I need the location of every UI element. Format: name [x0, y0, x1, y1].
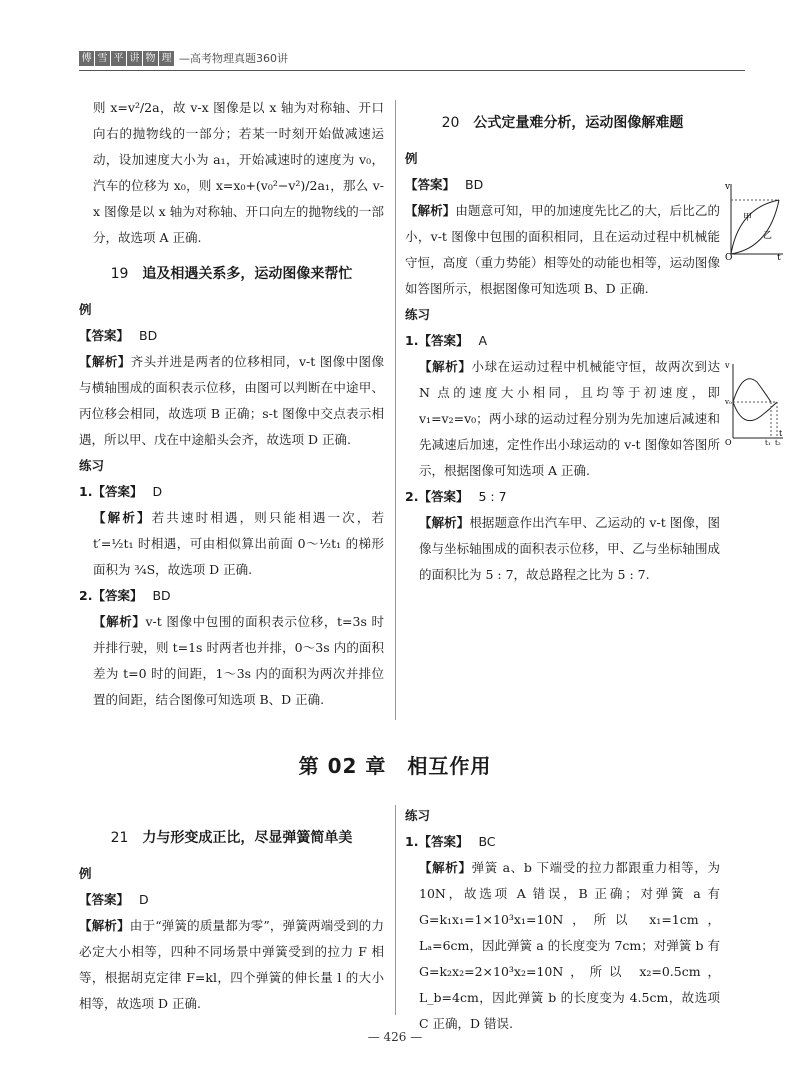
answer-line — [79, 323, 384, 349]
origin-label: O — [725, 253, 733, 260]
analysis-label: 【解析】 — [405, 203, 456, 218]
answer-line — [405, 829, 720, 855]
answer-label: 2.【答案】 — [79, 588, 143, 603]
t1-label: t₁ — [765, 439, 771, 445]
answer-label: 【答案】 — [79, 328, 130, 343]
analysis-label: 【解析】 — [419, 359, 472, 374]
v0-label: v₀ — [725, 398, 732, 406]
analysis-paragraph — [405, 510, 720, 588]
analysis-paragraph — [79, 505, 384, 583]
section-number: 21 — [110, 830, 129, 846]
analysis-text: 齐头并进是两者的位移相同，v-t 图像中图像与横轴围成的面积表示位移，由图可以判断在中途甲、丙位移会相同，故选项 B 正确；s-t 图像中交点表示相遇，所以甲、戊在中途船头会齐，故选项 D 正确. — [79, 354, 384, 447]
vt-graph-ball — [725, 360, 785, 445]
example-label: 例 — [79, 866, 92, 881]
answer-line — [79, 479, 384, 505]
brand-char: 理 — [159, 51, 174, 66]
book-subtitle: —高考物理真题360讲 — [179, 52, 288, 65]
analysis-label: 【解析】 — [419, 860, 472, 875]
answer-value: BC — [478, 834, 496, 849]
brand-char: 讲 — [127, 51, 142, 66]
continued-paragraph: 则 x=v²/2a，故 v-x 图像是以 x 轴为对称轴、开口向右的抛物线的一部分；若某一时刻开始做减速运动，设加速度大小为 a₁，开始减速时的速度为 v₀，汽车的位移为 x₀，则 x=x₀+(v₀²−v²)/2a₁，那么 v-x 图像是以 x 轴为对称轴、开口向左的抛物线的一部分，故选项 A 正确. — [93, 100, 384, 245]
answer-value: BD — [465, 177, 484, 192]
origin-label: O — [725, 438, 732, 445]
chapter-title: 第 02 章 相互作用 — [298, 754, 492, 778]
analysis-text: v-t 图像中包围的面积表示位移，t=3s 时并排行驶，则 t=1s 时两者也并排，0～3s 内的面积差为 t=0 时的间距，1～3s 内的面积为两次并排位置的间距，结合图像可知选项 B、D 正确. — [93, 614, 384, 707]
practice-label: 练习 — [405, 808, 431, 823]
practice-label: 练习 — [79, 458, 105, 473]
analysis-paragraph — [79, 349, 384, 453]
page-header — [0, 0, 790, 70]
analysis-paragraph — [405, 855, 720, 1037]
brand-logo — [79, 51, 175, 66]
section-title-text: 力与形变成正比，尽显弹簧简单美 — [142, 830, 353, 846]
vt-graph-jia-yi — [725, 180, 785, 260]
answer-label: 【答案】 — [79, 892, 130, 907]
brand-char: 傅 — [79, 51, 94, 66]
answer-label: 【答案】 — [405, 177, 456, 192]
answer-line — [79, 887, 384, 913]
answer-value: BD — [139, 328, 158, 343]
right-column-bottom — [405, 803, 720, 1037]
answer-line — [405, 328, 720, 354]
answer-value: A — [478, 333, 488, 348]
analysis-text: 若共速时相遇，则只能相遇一次，若 t′=½t₁ 时相遇，可由相似算出前面 0～½t₁ 的梯形面积为 ¾S，故选项 D 正确. — [93, 510, 384, 577]
section-21-title — [79, 825, 384, 851]
analysis-text: 弹簧 a、b 下端受的拉力都跟重力相等，为 10N，故选项 A 错误，B 正确；对弹簧 a 有 G=k₁x₁=1×10³x₁=10N，所以 x₁=1cm，Lₐ=6cm，因此弹簧 a 的长度变为 7cm；对弹簧 b 有 G=k₂x₂=2×10³x₂=10N，所以 x₂=0.5cm，L_b=4cm，因此弹簧 b 的长度变为 4.5cm，故选项 C 正确，D 错误. — [419, 860, 720, 1031]
answer-value: BD — [152, 588, 171, 603]
analysis-paragraph — [79, 913, 384, 1017]
analysis-text: 由于“弹簧的质量都为零”，弹簧两端受到的力必定大小相等，四种不同场景中弹簧受到的拉力 F 相等，根据胡克定律 F=kl，四个弹簧的伸长量 l 的大小相等，故选项 D 正确. — [79, 918, 384, 1011]
brand-char: 平 — [111, 51, 126, 66]
page-number: — 426 — — [367, 1030, 423, 1044]
analysis-paragraph — [405, 198, 720, 302]
example-label: 例 — [79, 302, 92, 317]
t2-label: t₂ — [775, 439, 781, 445]
analysis-text: 小球在运动过程中机械能守恒，故两次到达 N 点的速度大小相同，且均等于初速度，即 v₁=v₂=v₀；两小球的运动过程分别为先加速后减速和先减速后加速，定性作出小球运动的 v-t 图像如答图所示，根据图像可知选项 A 正确. — [419, 359, 720, 478]
curve-label-yi: 乙 — [763, 231, 773, 241]
analysis-label: 【解析】 — [93, 614, 146, 629]
curve-decel-first — [733, 402, 777, 421]
left-column-bottom — [79, 815, 384, 1017]
curve-yi — [731, 200, 779, 254]
answer-line — [79, 583, 384, 609]
column-divider — [395, 100, 396, 720]
analysis-text: 由题意可知，甲的加速度先比乙的大，后比乙的小，v-t 图像中包围的面积相同，且在运动过程中机械能守恒，高度（重力势能）相等处的动能也相等，运动图像如答图所示，根据图像可知选项 B、D 正确. — [405, 203, 720, 296]
answer-value: 5 : 7 — [478, 489, 507, 504]
analysis-label: 【解析】 — [419, 515, 470, 530]
column-divider — [395, 805, 396, 1015]
t-axis-label: t — [779, 429, 783, 438]
v-axis-label: v — [725, 361, 730, 370]
left-column-top — [79, 95, 384, 713]
curve-label-jia: 甲 — [743, 213, 753, 223]
section-title-text: 追及相遇关系多，运动图像来帮忙 — [142, 266, 353, 282]
header-rule — [79, 70, 745, 71]
answer-line — [405, 172, 720, 198]
answer-label: 1.【答案】 — [405, 834, 469, 849]
practice-label: 练习 — [405, 307, 431, 322]
section-number: 20 — [441, 115, 460, 131]
answer-value: D — [139, 892, 149, 907]
answer-line — [405, 484, 720, 510]
analysis-label: 【解析】 — [79, 354, 131, 369]
answer-label: 2.【答案】 — [405, 489, 469, 504]
curve-jia — [731, 200, 779, 254]
answer-label: 1.【答案】 — [405, 333, 469, 348]
t-axis-label: t — [777, 253, 781, 260]
brand-char: 雪 — [95, 51, 110, 66]
analysis-text: 根据题意作出汽车甲、乙运动的 v-t 图像，图像与坐标轴围成的面积表示位移，甲、乙与坐标轴围成的面积比为 5 : 7，故总路程之比为 5 : 7. — [419, 515, 720, 582]
section-title-text: 公式定量难分析，运动图像解难题 — [473, 115, 684, 131]
example-label: 例 — [405, 151, 418, 166]
analysis-paragraph — [405, 354, 720, 484]
section-19-title — [79, 261, 384, 287]
right-column-top — [405, 100, 720, 588]
answer-value: D — [152, 484, 163, 499]
series-brand — [79, 50, 288, 66]
curve-accel-first — [733, 379, 771, 402]
section-number: 19 — [110, 266, 129, 282]
analysis-paragraph — [79, 609, 384, 713]
section-20-title — [405, 110, 720, 136]
analysis-label: 【解析】 — [93, 510, 152, 525]
brand-char: 物 — [143, 51, 158, 66]
answer-label: 1.【答案】 — [79, 484, 143, 499]
v-axis-label: v — [725, 182, 731, 192]
analysis-label: 【解析】 — [79, 918, 130, 933]
